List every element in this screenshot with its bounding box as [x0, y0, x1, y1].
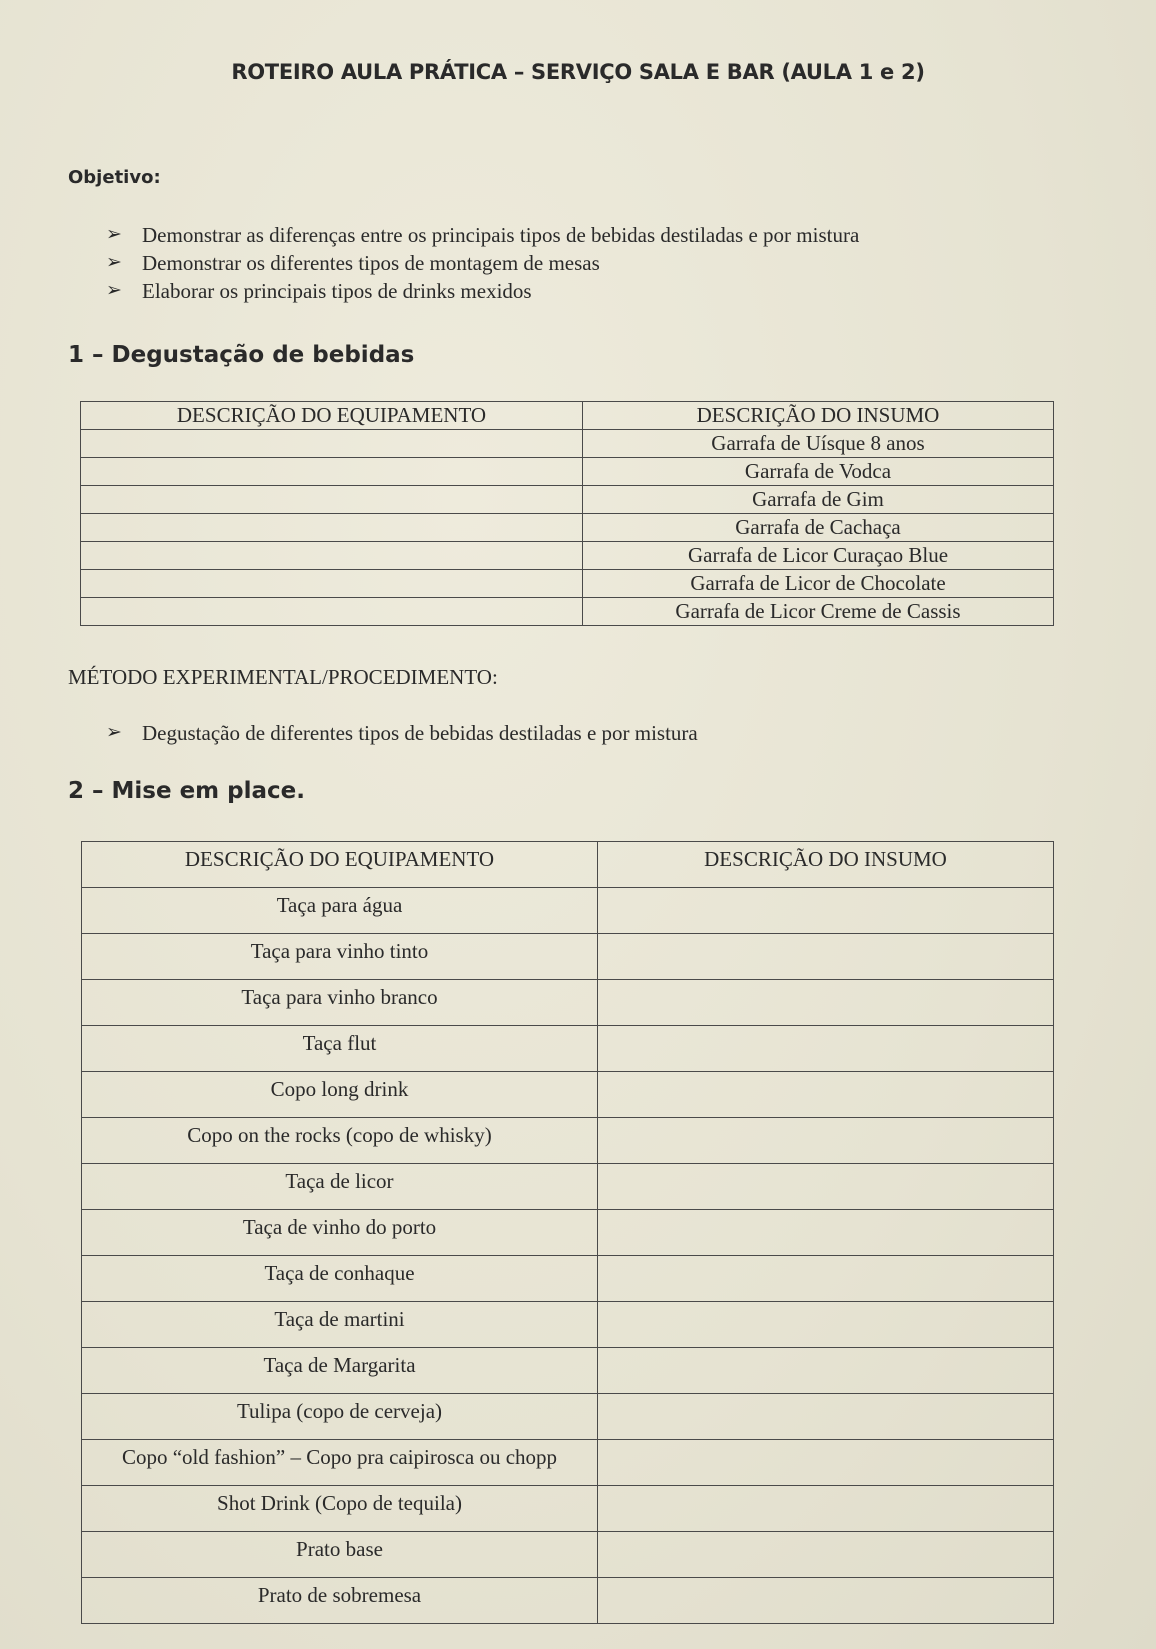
table-row	[82, 1118, 1054, 1164]
equipment-cell: Prato base	[82, 1532, 598, 1578]
supply-cell: Garrafa de Licor Creme de Cassis	[583, 598, 1054, 626]
table-row	[81, 598, 1054, 626]
equipment-cell: Copo long drink	[82, 1072, 598, 1118]
supply-cell: Garrafa de Cachaça	[583, 514, 1054, 542]
objective-item: Demonstrar as diferenças entre os principais tipos de bebidas destiladas e por mistura	[142, 223, 860, 247]
equipment-cell	[81, 458, 583, 486]
table-row	[82, 1348, 1054, 1394]
method-item: Degustação de diferentes tipos de bebidas destiladas e por mistura	[142, 721, 698, 745]
supply-cell	[598, 1348, 1054, 1394]
table-row	[82, 1164, 1054, 1210]
supply-cell	[598, 1486, 1054, 1532]
table-header-row	[81, 402, 1054, 430]
supply-cell	[598, 1164, 1054, 1210]
table-row	[82, 980, 1054, 1026]
equipment-cell: Prato de sobremesa	[82, 1578, 598, 1624]
equipment-header: DESCRIÇÃO DO EQUIPAMENTO	[82, 842, 598, 888]
table-row	[81, 514, 1054, 542]
table-row	[82, 1532, 1054, 1578]
objective-list	[106, 221, 859, 305]
method-list	[106, 719, 698, 747]
table-row	[81, 430, 1054, 458]
equipment-cell: Taça de Margarita	[82, 1348, 598, 1394]
list-item	[106, 277, 859, 305]
table-row	[82, 1256, 1054, 1302]
document-title: ROTEIRO AULA PRÁTICA – SERVIÇO SALA E BAR (AULA 1 e 2)	[231, 60, 925, 84]
arrow-bullet-icon: ➢	[106, 280, 122, 301]
supply-cell	[598, 980, 1054, 1026]
equipment-cell	[81, 430, 583, 458]
supply-cell	[598, 1026, 1054, 1072]
list-item	[106, 719, 698, 747]
supply-cell	[598, 1394, 1054, 1440]
supply-cell	[598, 1256, 1054, 1302]
supply-cell	[598, 1578, 1054, 1624]
supply-header: DESCRIÇÃO DO INSUMO	[598, 842, 1054, 888]
equipment-cell: Copo on the rocks (copo de whisky)	[82, 1118, 598, 1164]
section1-heading: 1 – Degustação de bebidas	[68, 342, 415, 368]
objective-heading: Objetivo:	[68, 167, 161, 188]
equipment-cell: Tulipa (copo de cerveja)	[82, 1394, 598, 1440]
supply-cell	[598, 934, 1054, 980]
table-row	[82, 1486, 1054, 1532]
supply-cell	[598, 1302, 1054, 1348]
table-row	[82, 1072, 1054, 1118]
supply-cell	[598, 1118, 1054, 1164]
supply-header: DESCRIÇÃO DO INSUMO	[583, 402, 1054, 430]
supply-cell	[598, 1440, 1054, 1486]
section2-heading: 2 – Mise em place.	[68, 778, 305, 804]
equipment-cell: Copo “old fashion” – Copo pra caipirosca ou chopp	[82, 1440, 598, 1486]
equipment-cell	[81, 486, 583, 514]
equipment-cell: Taça para água	[82, 888, 598, 934]
supply-cell	[598, 1210, 1054, 1256]
supply-cell	[598, 888, 1054, 934]
table-row	[81, 570, 1054, 598]
beverage-tasting-table	[80, 401, 1054, 626]
table-row	[82, 1440, 1054, 1486]
supply-cell	[598, 1072, 1054, 1118]
table-row	[82, 1210, 1054, 1256]
equipment-header: DESCRIÇÃO DO EQUIPAMENTO	[81, 402, 583, 430]
equipment-cell: Taça de licor	[82, 1164, 598, 1210]
table-row	[81, 486, 1054, 514]
supply-cell: Garrafa de Licor de Chocolate	[583, 570, 1054, 598]
equipment-cell: Shot Drink (Copo de tequila)	[82, 1486, 598, 1532]
supply-cell	[598, 1532, 1054, 1578]
equipment-cell: Taça para vinho tinto	[82, 934, 598, 980]
table-row	[82, 888, 1054, 934]
supply-cell: Garrafa de Gim	[583, 486, 1054, 514]
equipment-cell	[81, 542, 583, 570]
table-row	[82, 934, 1054, 980]
equipment-cell: Taça de martini	[82, 1302, 598, 1348]
equipment-cell: Taça de vinho do porto	[82, 1210, 598, 1256]
list-item	[106, 249, 859, 277]
table-header-row	[82, 842, 1054, 888]
equipment-cell	[81, 570, 583, 598]
equipment-cell	[81, 598, 583, 626]
list-item	[106, 221, 859, 249]
supply-cell: Garrafa de Licor Curaçao Blue	[583, 542, 1054, 570]
table-row	[82, 1394, 1054, 1440]
arrow-bullet-icon: ➢	[106, 722, 122, 743]
equipment-cell: Taça para vinho branco	[82, 980, 598, 1026]
table-row	[82, 1302, 1054, 1348]
table-row	[81, 458, 1054, 486]
objective-item: Elaborar os principais tipos de drinks mexidos	[142, 279, 532, 303]
equipment-cell	[81, 514, 583, 542]
supply-cell: Garrafa de Uísque 8 anos	[583, 430, 1054, 458]
table-row	[82, 1578, 1054, 1624]
arrow-bullet-icon: ➢	[106, 224, 122, 245]
equipment-cell: Taça de conhaque	[82, 1256, 598, 1302]
supply-cell: Garrafa de Vodca	[583, 458, 1054, 486]
method-title: MÉTODO EXPERIMENTAL/PROCEDIMENTO:	[68, 665, 498, 689]
mise-en-place-table	[81, 841, 1054, 1624]
table-row	[82, 1026, 1054, 1072]
arrow-bullet-icon: ➢	[106, 252, 122, 273]
table-row	[81, 542, 1054, 570]
equipment-cell: Taça flut	[82, 1026, 598, 1072]
objective-item: Demonstrar os diferentes tipos de montagem de mesas	[142, 251, 600, 275]
